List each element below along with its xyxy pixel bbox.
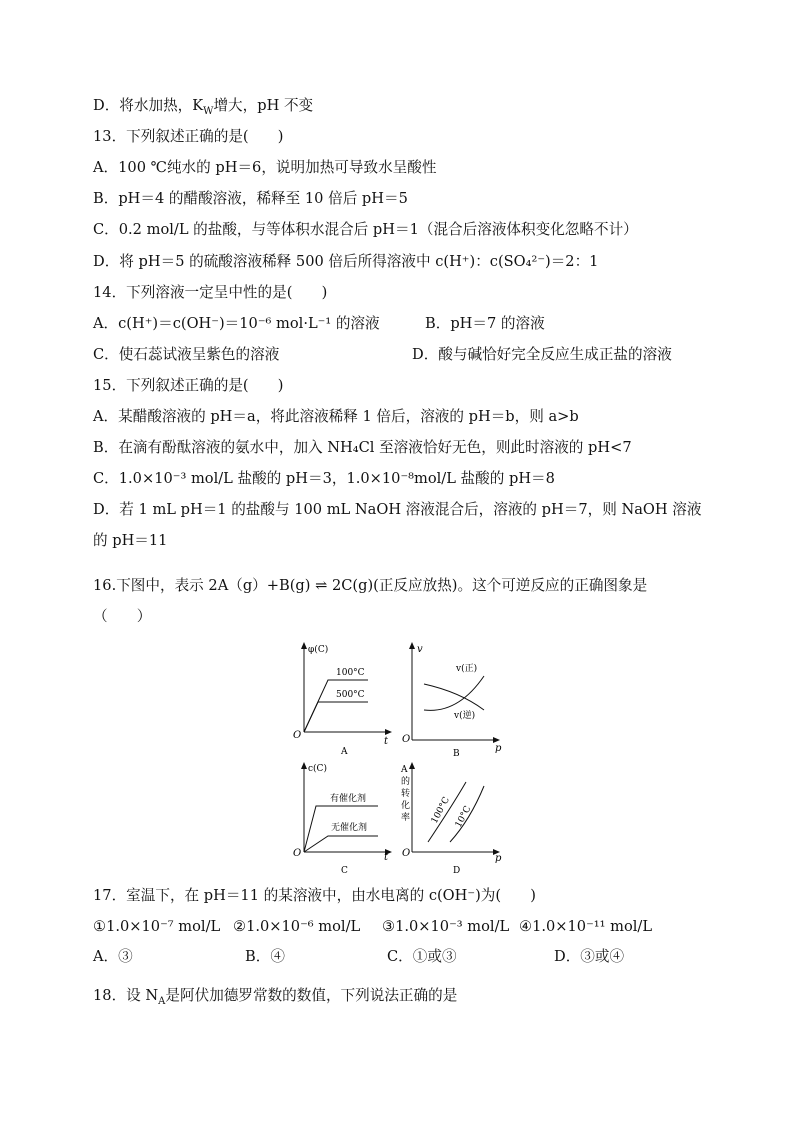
graph-a-label-100c: 100°C: [336, 668, 365, 678]
q15-option-d-line1: D．若 1 mL pH＝1 的盐酸与 100 mL NaOH 溶液混合后，溶液的 pH＝7，则 NaOH 溶液: [93, 501, 702, 518]
graph-b-ylabel: v: [417, 644, 423, 655]
graph-d-ylabel-3: 转: [401, 789, 411, 799]
q17-option-c: C．①或③: [387, 948, 457, 965]
q18-stem: 18．设 $N_A$是阿伏加德罗常数的数值，下列说法正确的是: [93, 987, 458, 1007]
graph-b-label-reverse: v(逆): [454, 711, 476, 721]
graph-a-curve-100c: [304, 680, 368, 732]
q13-option-b: B．pH＝4 的醋酸溶液，稀释至 10 倍后 pH＝5: [93, 190, 408, 207]
q15-option-c: C．1.0×10⁻³ mol/L 盐酸的 pH＝3，1.0×10⁻⁸mol/L 盐酸的 pH＝8: [93, 470, 555, 487]
q15-option-d-line2: 的 pH＝11: [93, 532, 168, 549]
q17-option-b: B．④: [245, 948, 285, 965]
q14-stem: 14．下列溶液一定呈中性的是( ): [93, 284, 328, 301]
graph-d-label-10c: 10°C: [453, 804, 474, 830]
q14-option-c: C．使石蕊试液呈紫色的溶液: [93, 346, 280, 363]
q12-option-d: D．将水加热，$K_W$增大，pH 不变: [93, 97, 314, 117]
graph-c-curve-no-catalyst: [304, 836, 378, 852]
graph-b-xlabel: p: [495, 743, 502, 754]
q16-stem-line1: 16.下图中，表示 2A（g）+B(g) ⇌ 2C(g)(正反应放热)。这个可逆反应的正确图象是: [93, 577, 648, 594]
graph-b-caption: B: [453, 749, 460, 758]
graph-c-label-no-catalyst: 无催化剂: [331, 823, 368, 833]
graph-b: [400, 640, 508, 758]
graph-b-label-forward: v(正): [456, 664, 478, 674]
q16-stem-line2: （ ）: [93, 608, 152, 625]
q13-stem: 13．下列叙述正确的是( ): [93, 128, 284, 145]
graph-a-ylabel: φ(C): [308, 645, 329, 655]
q17-choice-1: ①1.0×10⁻⁷ mol/L: [93, 918, 221, 935]
q13-option-d: D．将 pH＝5 的硫酸溶液稀释 500 倍后所得溶液中 c(H⁺)：c(SO₄²⁻)＝2：1: [93, 253, 599, 270]
graph-a-label-500c: 500°C: [336, 690, 365, 700]
graph-a-origin: O: [293, 730, 302, 741]
graph-c-caption: C: [341, 866, 348, 876]
graph-d-origin: O: [402, 848, 411, 859]
graph-c-label-catalyst: 有催化剂: [330, 794, 367, 804]
graph-d: [400, 758, 508, 878]
q15-stem: 15．下列叙述正确的是( ): [93, 377, 284, 394]
q17-stem: 17．室温下，在 pH＝11 的某溶液中，由水电离的 c(OH⁻)为( ): [93, 887, 536, 904]
graph-d-caption: D: [453, 866, 461, 876]
q17-choice-2: ②1.0×10⁻⁶ mol/L: [233, 918, 361, 935]
graph-c-origin: O: [293, 848, 302, 859]
q17-choice-3: ③1.0×10⁻³ mol/L: [382, 918, 510, 935]
graph-d-xlabel: p: [495, 853, 502, 864]
graph-b-origin: O: [402, 734, 411, 745]
graph-a: [288, 640, 396, 758]
q13-option-c: C．0.2 mol/L 的盐酸，与等体积水混合后 pH＝1（混合后溶液体积变化忽略不计）: [93, 221, 638, 238]
q13-option-a: A．100 ℃纯水的 pH＝6，说明加热可导致水呈酸性: [93, 159, 437, 176]
graph-c-ylabel: c(C): [308, 764, 327, 774]
q15-option-b: B．在滴有酚酞溶液的氨水中，加入 NH₄Cl 至溶液恰好无色，则此时溶液的 pH<7: [93, 439, 632, 456]
q17-option-a: A．③: [93, 948, 133, 965]
graph-c: [288, 758, 396, 878]
graph-d-ylabel-4: 化: [401, 801, 411, 811]
graph-a-curve-500c: [304, 702, 368, 732]
q15-option-a: A．某醋酸溶液的 pH＝a，将此溶液稀释 1 倍后，溶液的 pH＝b，则 a>b: [93, 408, 579, 425]
graph-d-label-100c: 100°C: [429, 795, 453, 826]
graph-d-ylabel-2: 的: [401, 777, 411, 787]
q14-option-a: A．c(H⁺)＝c(OH⁻)＝10⁻⁶ mol·L⁻¹ 的溶液: [93, 315, 380, 332]
graph-d-ylabel-1: A: [401, 765, 408, 775]
q14-option-d: D．酸与碱恰好完全反应生成正盐的溶液: [412, 346, 672, 363]
graph-a-caption: A: [341, 747, 348, 757]
graph-c-xlabel: t: [384, 852, 389, 863]
q17-option-d: D．③或④: [554, 948, 625, 965]
graph-a-xlabel: t: [384, 736, 389, 747]
graph-d-ylabel-5: 率: [401, 813, 411, 823]
q17-choice-4: ④1.0×10⁻¹¹ mol/L: [519, 918, 653, 935]
q14-option-b: B．pH＝7 的溶液: [425, 315, 545, 332]
